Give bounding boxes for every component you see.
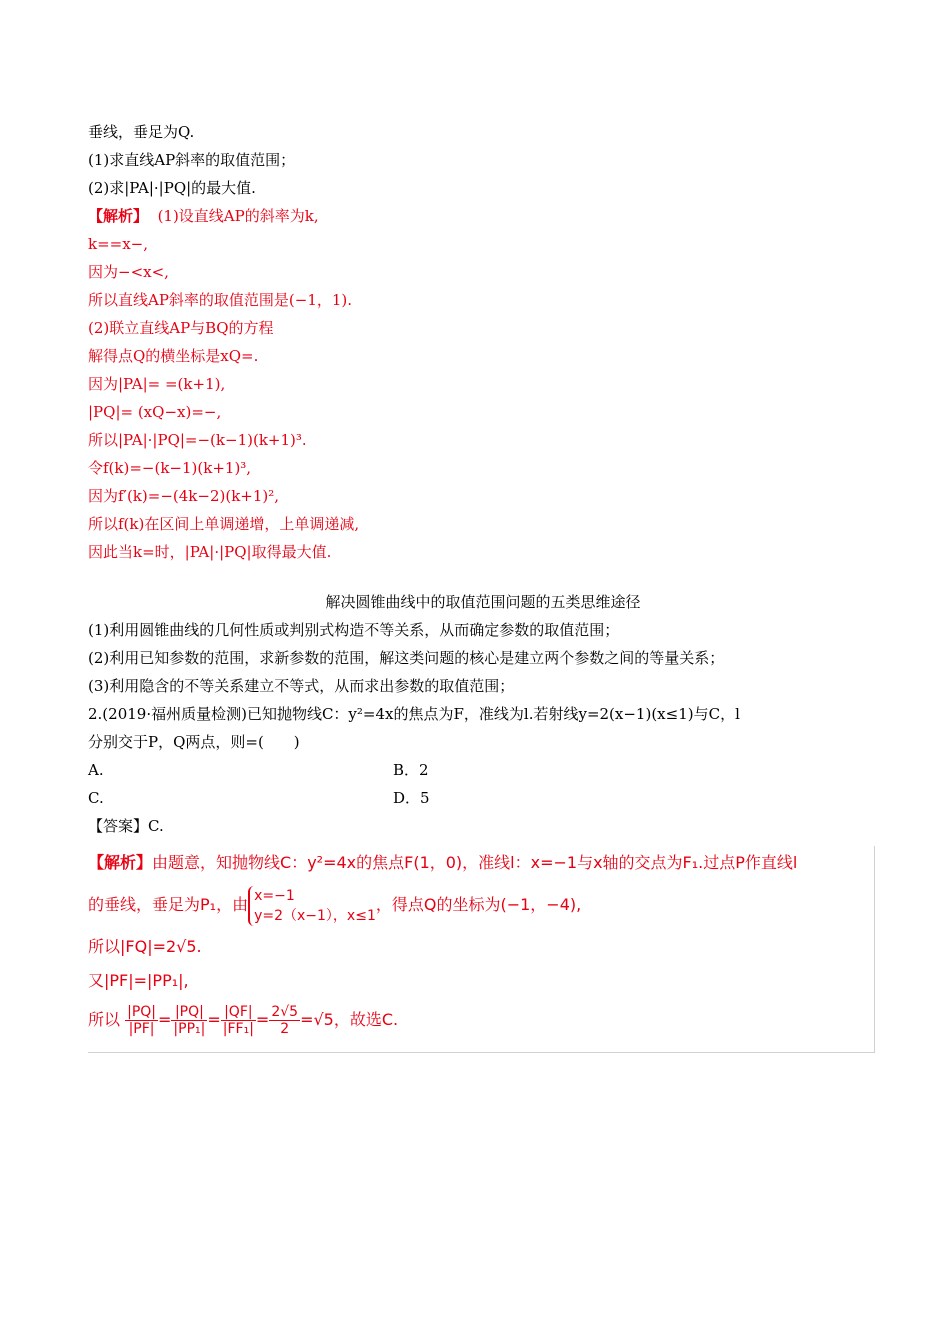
system-eq-2: y=2（x−1），x≤1	[254, 907, 376, 924]
text-line: 垂线，垂足为Q.	[88, 123, 195, 141]
fraction	[125, 1004, 158, 1037]
option-d: D．5	[393, 789, 430, 807]
solution-text: 的垂线，垂足为P₁，由	[88, 895, 249, 914]
answer-line: 【答案】C.	[88, 817, 164, 835]
solution-text: ，得点Q的坐标为(−1，−4),	[375, 895, 582, 914]
numerator: |PQ|	[171, 1004, 207, 1021]
numerator: |QF|	[221, 1004, 256, 1021]
solution-text: 所以	[88, 1010, 121, 1029]
denominator: |PF|	[128, 1021, 155, 1037]
method-line: (3)利用隐含的不等关系建立不等式，从而求出参数的取值范围；	[88, 677, 515, 695]
equation-system	[248, 886, 376, 926]
numerator: |PQ|	[127, 1004, 157, 1020]
denominator: |FF₁|	[222, 1021, 254, 1037]
analysis-first-line	[88, 202, 878, 230]
question-line: 分别交于P，Q两点，则=( )	[88, 733, 300, 751]
option-a: A.	[88, 761, 104, 779]
analysis-line: 所以f(k)在区间上单调递增，上单调递减,	[88, 515, 360, 533]
analysis-line: 所以直线AP斜率的取值范围是(−1，1).	[88, 291, 353, 309]
denominator: |PP₁|	[173, 1021, 206, 1037]
analysis-tag: 【解析】	[88, 207, 149, 225]
options-row	[88, 756, 878, 784]
text-line: (1)求直线AP斜率的取值范围；	[88, 151, 296, 169]
method-line: (2)利用已知参数的范围，求新参数的范围，解这类问题的核心是建立两个参数之间的等量关系；	[88, 649, 725, 667]
solution-text: =√5，故选C.	[300, 1010, 399, 1029]
option-b: B．2	[393, 761, 429, 779]
solution-line	[88, 846, 874, 880]
fraction	[171, 1004, 207, 1037]
analysis-line: 解得点Q的横坐标是xQ=.	[88, 347, 259, 365]
solution-line: 所以|FQ|=2√5.	[88, 937, 202, 956]
analysis-line: (2)联立直线AP与BQ的方程	[88, 319, 274, 337]
analysis-text: (1)设直线AP的斜率为k,	[157, 207, 319, 225]
analysis-line: 因此当k=时，|PA|·|PQ|取得最大值.	[88, 543, 332, 561]
question-line: 2.(2019·福州质量检测)已知抛物线C：y²=4x的焦点为F，准线为l.若射线y=2(x−1)(x≤1)与C，l	[88, 705, 740, 723]
fraction	[269, 1004, 300, 1037]
solution-box	[88, 846, 875, 1053]
analysis-line: 因为−<x<,	[88, 263, 169, 281]
section-title: 解决圆锥曲线中的取值范围问题的五类思维途径	[325, 593, 641, 611]
denominator: 2	[280, 1021, 290, 1037]
analysis-line: 令f(k)=−(k−1)(k+1)³,	[88, 459, 252, 477]
solution-line: 又|PF|=|PP₁|,	[88, 971, 189, 990]
analysis-line: 因为f′(k)=−(4k−2)(k+1)²,	[88, 487, 280, 505]
numerator: 2√5	[271, 1004, 299, 1020]
solution-line: 所以 $\frac{|PQ|}{|PF|}$ = $\frac{|PQ|}{\text{|PP₁|}}$ = $\frac{|QF|}{\text{|FF₁|}}$ = $\frac{2√5}{2}$ =√5，故选C.	[88, 1004, 399, 1037]
method-line: (1)利用圆锥曲线的几何性质或判别式构造不等关系，从而确定参数的取值范围；	[88, 621, 620, 639]
solution-tag: 【解析】	[88, 853, 153, 872]
analysis-line: k==x−,	[88, 235, 149, 253]
system-eq-1: x=−1	[254, 887, 295, 904]
solution-line	[88, 880, 874, 930]
text-line: (2)求|PA|·|PQ|的最大值.	[88, 179, 256, 197]
document-page	[88, 118, 878, 1053]
fraction	[221, 1004, 256, 1037]
option-c: C.	[88, 789, 104, 807]
analysis-line: |PQ|= (xQ−x)=−,	[88, 403, 222, 421]
options-row	[88, 784, 878, 812]
analysis-line: 所以|PA|·|PQ|=−(k−1)(k+1)³.	[88, 431, 307, 449]
solution-text: 由题意，知抛物线C：y²=4x的焦点F(1，0)，准线l：x=−1与x轴的交点为F₁.过点P作直线l	[152, 853, 798, 872]
analysis-line: 因为|PA|= =(k+1),	[88, 375, 226, 393]
